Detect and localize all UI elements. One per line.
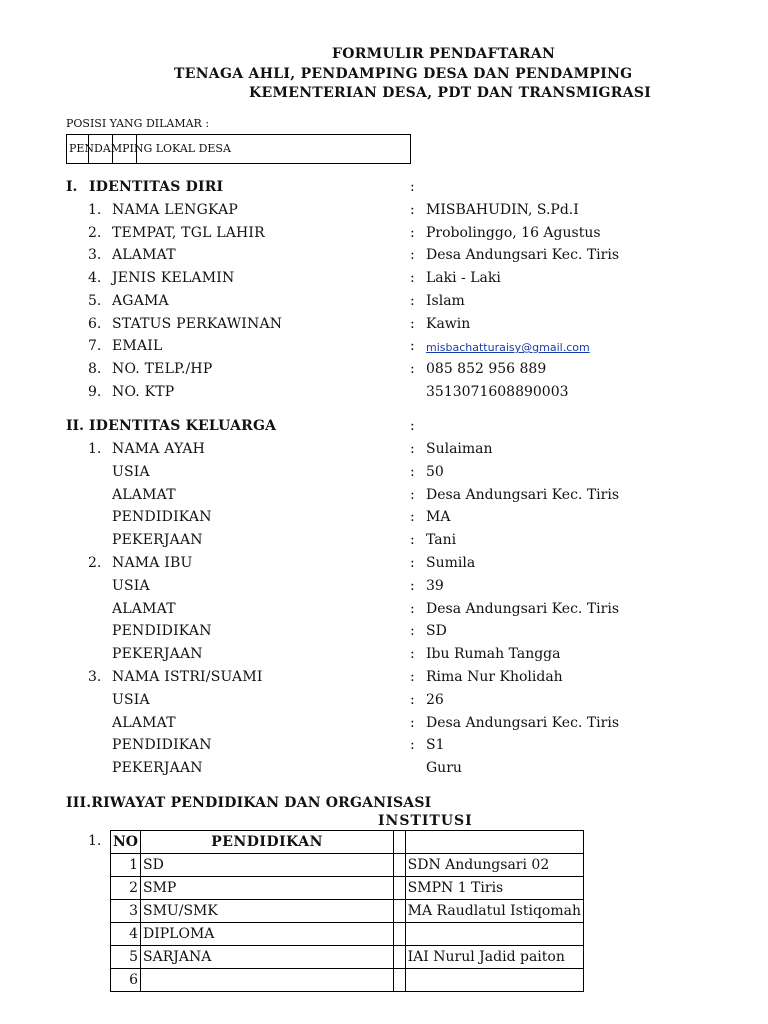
table-number: 1. [88, 833, 102, 849]
form-row [0, 245, 620, 267]
section-number: I. [66, 179, 78, 195]
form-row [0, 599, 620, 621]
colon: : [410, 360, 415, 377]
field-label: ALAMAT [112, 247, 176, 264]
colon: : [410, 224, 415, 241]
cell-institusi: SDN Andungsari 02 [405, 854, 583, 877]
field-label: PENDIDIKAN [112, 623, 212, 640]
row-number: 1. [88, 202, 102, 218]
table-row [111, 877, 584, 900]
cell-pendidikan: SD [141, 854, 394, 877]
form-row [0, 439, 584, 461]
field-label: ALAMAT [112, 714, 176, 731]
form-row [0, 576, 584, 598]
form-row [0, 462, 584, 484]
posisi-field[interactable] [66, 134, 411, 164]
form-ministry: KEMENTERIAN DESA, PDT DAN TRANSMIGRASI [249, 85, 652, 101]
cell-no: 1 [111, 854, 141, 877]
form-row [0, 268, 584, 290]
colon: : [410, 669, 415, 685]
row-number: 3. [88, 669, 102, 685]
table-gap-cell [394, 923, 405, 946]
cell-institusi: IAI Nurul Jadid paiton [405, 946, 583, 969]
colon: : [410, 691, 415, 708]
cell-institusi [405, 923, 583, 946]
field-value: Probolinggo, 16 Agustus [426, 224, 601, 241]
cell-pendidikan: SMU/SMK [141, 900, 394, 923]
field-value: 39 [426, 577, 444, 594]
field-value: Islam [426, 292, 465, 309]
cell-pendidikan [141, 969, 394, 992]
row-number: 6. [88, 315, 102, 332]
row-number: 8. [88, 360, 102, 377]
field-value: Sumila [426, 555, 476, 571]
field-value: Laki - Laki [426, 270, 501, 287]
row-number: 3. [88, 247, 102, 264]
field-label: ALAMAT [112, 600, 176, 617]
field-label: USIA [112, 577, 150, 594]
colon: : [410, 737, 415, 754]
posisi-label: POSISI YANG DILAMAR : [66, 117, 210, 130]
form-row [0, 690, 584, 712]
row-number: 2. [88, 555, 102, 571]
cell-no: 2 [111, 877, 141, 900]
form-row [0, 713, 620, 735]
section-title: IDENTITAS DIRI [89, 179, 224, 195]
colon: : [410, 600, 415, 617]
field-value: MISBAHUDIN, S.Pd.I [426, 202, 579, 218]
colon: : [410, 532, 415, 549]
field-value: MA [426, 509, 451, 526]
form-row [0, 359, 584, 381]
form-row [0, 530, 584, 552]
colon: : [410, 315, 415, 332]
colon: : [410, 623, 415, 640]
field-label: AGAMA [112, 292, 169, 309]
field-value: Guru [426, 760, 462, 777]
field-label: USIA [112, 691, 150, 708]
form-row [0, 507, 584, 529]
table-gap-cell [394, 946, 405, 969]
colon: : [410, 179, 415, 195]
field-value: Desa Andungsari Kec. Tiris [426, 247, 620, 264]
form-row [0, 735, 584, 757]
table-gap-cell [394, 900, 405, 923]
colon: : [410, 292, 415, 309]
form-row [0, 758, 584, 780]
form-row [0, 621, 584, 643]
section-identitas-diri [0, 177, 584, 199]
section-number: II. [66, 418, 84, 434]
field-label: NO. TELP./HP [112, 360, 213, 377]
field-label: JENIS KELAMIN [112, 270, 235, 287]
colon: : [410, 646, 415, 663]
table-gap-cell [394, 877, 405, 900]
field-value: Kawin [426, 315, 471, 332]
field-label: EMAIL [112, 338, 163, 355]
table-gap-cell [394, 854, 405, 877]
field-value: Tani [426, 532, 457, 549]
table-row [111, 900, 584, 923]
table-gap-cell [394, 831, 405, 854]
field-label: STATUS PERKAWINAN [112, 315, 283, 332]
table-row [111, 854, 584, 877]
colon: : [410, 555, 415, 571]
cell-pendidikan: SMP [141, 877, 394, 900]
colon: : [410, 577, 415, 594]
field-label: NO. KTP [112, 383, 175, 400]
cell-institusi [405, 969, 583, 992]
form-title: FORMULIR PENDAFTARAN [332, 46, 556, 62]
field-value: Sulaiman [426, 441, 493, 457]
education-table [110, 830, 584, 992]
field-label: PENDIDIKAN [112, 509, 212, 526]
colon: : [410, 714, 415, 731]
field-label: TEMPAT, TGL LAHIR [112, 224, 265, 241]
colon: : [410, 486, 415, 503]
section-identitas-keluarga [0, 416, 584, 438]
colon: : [410, 270, 415, 287]
header-pendidikan: PENDIDIKAN [141, 831, 394, 854]
colon: : [410, 338, 415, 355]
field-label: PENDIDIKAN [112, 737, 212, 754]
colon: : [410, 463, 415, 480]
field-label: NAMA AYAH [112, 441, 206, 457]
header-no: NO [111, 831, 141, 854]
colon: : [410, 441, 415, 457]
form-subtitle: TENAGA AHLI, PENDAMPING DESA DAN PENDAMPING [174, 66, 633, 82]
form-row [0, 644, 584, 666]
institusi-label: INSTITUSI [378, 813, 473, 829]
section-title: IDENTITAS KELUARGA [89, 418, 277, 434]
table-row [111, 923, 584, 946]
colon: : [410, 202, 415, 218]
table-row [111, 946, 584, 969]
field-value: Desa Andungsari Kec. Tiris [426, 600, 620, 617]
field-value: Desa Andungsari Kec. Tiris [426, 486, 620, 503]
row-number: 7. [88, 338, 102, 355]
row-number: 4. [88, 270, 102, 287]
form-row [0, 485, 620, 507]
form-row [0, 200, 584, 222]
cell-no: 3 [111, 900, 141, 923]
field-label: NAMA LENGKAP [112, 202, 239, 218]
field-value: S1 [426, 737, 445, 754]
form-row [0, 553, 584, 575]
field-label: NAMA ISTRI/SUAMI [112, 669, 263, 685]
form-row [0, 336, 590, 358]
row-number: 1. [88, 441, 102, 457]
cell-institusi: SMPN 1 Tiris [405, 877, 583, 900]
section-riwayat-pendidikan: III.RIWAYAT PENDIDIKAN DAN ORGANISASI [66, 795, 432, 811]
field-value: Rima Nur Kholidah [426, 669, 563, 685]
cell-no: 6 [111, 969, 141, 992]
table-header-row [111, 831, 584, 854]
field-label: NAMA IBU [112, 555, 193, 571]
field-label: PEKERJAAN [112, 760, 203, 777]
field-value: 50 [426, 463, 444, 480]
field-value: Desa Andungsari Kec. Tiris [426, 714, 620, 731]
form-row [0, 382, 584, 404]
row-number: 9. [88, 383, 102, 400]
field-label: PEKERJAAN [112, 532, 203, 549]
form-row [0, 314, 584, 336]
cell-pendidikan: SARJANA [141, 946, 394, 969]
field-value: Ibu Rumah Tangga [426, 646, 561, 663]
colon: : [410, 247, 415, 264]
colon: : [410, 418, 415, 434]
field-value: SD [426, 623, 447, 640]
field-value: 3513071608890003 [426, 383, 569, 400]
cell-institusi: MA Raudlatul Istiqomah [405, 900, 583, 923]
form-row [0, 291, 584, 313]
cell-pendidikan: DIPLOMA [141, 923, 394, 946]
email-link[interactable]: misbachatturaisy@gmail.com [426, 341, 590, 355]
field-value: 26 [426, 691, 444, 708]
field-label: PEKERJAAN [112, 646, 203, 663]
form-row [0, 667, 584, 689]
cell-no: 4 [111, 923, 141, 946]
field-label: ALAMAT [112, 486, 176, 503]
table-gap-cell [394, 969, 405, 992]
field-value: 085 852 956 889 [426, 360, 547, 377]
row-number: 5. [88, 292, 102, 309]
row-number: 2. [88, 224, 102, 241]
field-label: USIA [112, 463, 150, 480]
colon: : [410, 509, 415, 526]
table-row [111, 969, 584, 992]
form-row [0, 223, 601, 245]
header-institusi [405, 831, 583, 854]
posisi-value: PENDAMPING LOKAL DESA [69, 142, 231, 155]
cell-no: 5 [111, 946, 141, 969]
